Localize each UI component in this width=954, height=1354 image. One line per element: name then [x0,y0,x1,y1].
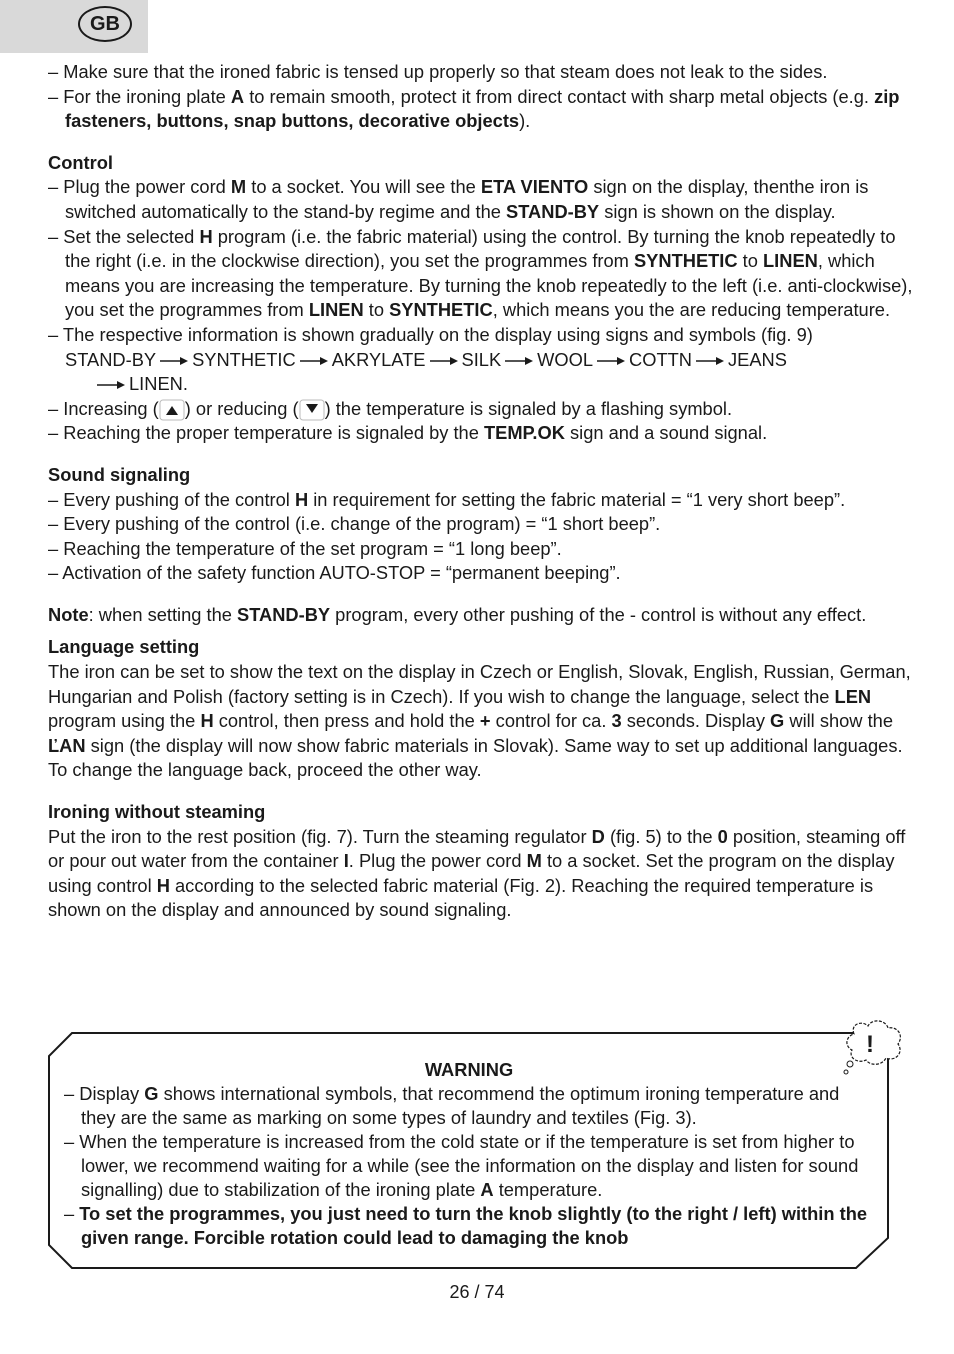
sound-heading: Sound signaling [48,463,191,485]
control-para-5: – Reaching the proper temperature is signaled by the TEMP.OK sign and a sound signal. [48,422,768,444]
arrow-right-icon [597,356,625,366]
language-paragraph: The iron can be set to show the text on the display in Czech or English, Slovak, English, Russian, German, Hungarian and Polish (factory setting is in Czech). If you wish to change the language, select the LEN program using the H control, then press and hold the + control for ca. 3 seconds. Display G will show the ĽAN sign (the display will now show fabric materials in Slovak). Same way to set up additional languages. To change the language back, proceed the other way. [48,661,911,781]
note-paragraph: Note: when setting the STAND-BY program, every other pushing of the - control is without any effect. [48,603,867,625]
triangle-down-icon [299,399,325,421]
language-tab [0,0,148,53]
arrow-right-icon [300,356,328,366]
warning-text [64,1040,874,1250]
arrow-right-icon [430,356,458,366]
arrow-right-icon [160,356,188,366]
nosteam-paragraph: Put the iron to the rest position (fig. 7). Turn the steaming regulator D (fig. 5) to the 0 position, steaming off or pour out water from the container I. Plug the power cord M to a socket. Set the program on the display using control H according to the selected fabric material (Fig. 2). Reaching the required temperature is shown on the display and announced by sound signaling. [48,825,906,921]
control-heading: Control [48,151,113,173]
program-item: STAND-BY [65,348,157,370]
language-badge: GB [78,6,132,42]
program-item: WOOL [537,348,594,370]
triangle-up-icon [159,399,185,421]
nosteam-heading: Ironing without steaming [48,801,266,823]
program-item: JEANS [728,348,787,370]
sound-line-2: – Every pushing of the control (i.e. change of the program) = “1 short beep”. [48,513,661,535]
warning-line-1: – Display G shows international symbols, that recommend the optimum ironing temperature and they are the same as marking on some types of laundry and textiles (Fig. 3). [64,1083,840,1129]
intro-line-2: – For the ironing plate A to remain smooth, protect it from direct contact with sharp metal objects (e.g. zip fasteners, buttons, snap buttons, decorative objects). [48,85,900,132]
arrow-right-icon [505,356,533,366]
arrow-right-icon [97,380,125,390]
control-para-1: – Plug the power cord M to a socket. You will see the ETA VIENTO sign on the display, thenthe iron is switched automatically to the stand-by regime and the STAND-BY sign is shown on the display. [48,176,869,222]
control-para-4: – Increasing ( ) or reducing ( ) the temperature is signaled by a flashing symbol. [48,397,918,422]
control-para-3: – The respective information is shown gradually on the display using signs and symbols (fig. 9) [48,323,813,345]
sound-line-3: – Reaching the temperature of the set program = “1 long beep”. [48,537,562,559]
page-number: 26 / 74 [449,1282,505,1302]
warning-box [48,1032,890,1270]
program-item: COTTN [629,348,692,370]
sound-line-1: – Every pushing of the control H in requirement for setting the fabric material = “1 very short beep”. [48,488,846,510]
program-sequence-end [48,372,918,397]
program-item: SYNTHETIC [192,348,296,370]
manual-content [48,60,918,923]
program-item: AKRYLATE [331,348,426,370]
warning-line-2: – When the temperature is increased from the cold state or if the temperature is set from higher to lower, we recommend waiting for a while (see the information on the display and listen for sound signalling) due to stabilization of the ironing plate A temperature. [64,1131,859,1201]
program-sequence [48,348,918,373]
warning-line-3: – To set the programmes, you just need to turn the knob slightly (to the right / left) within the given range. Forcible rotation could lead to damaging the knob [64,1203,868,1249]
warning-title: WARNING [424,1059,514,1081]
language-heading: Language setting [48,636,200,658]
control-para-2: – Set the selected H program (i.e. the fabric material) using the control. By turning the knob repeatedly to the right (i.e. in the clockwise direction), you set the programmes from SYNTHETIC to LINEN, which means you are increasing the temperature. By turning the knob repeatedly to the left (i.e. anti-clockwise), you set the programmes from LINEN to SYNTHETIC, which means you the are reducing temperature. [48,225,913,321]
program-item: SILK [461,348,502,370]
exclamation-mark: ! [866,1031,874,1058]
sound-line-4: – Activation of the safety function AUTO-STOP = “permanent beeping”. [48,562,621,584]
intro-line-1: – Make sure that the ironed fabric is tensed up properly so that steam does not leak to the sides. [48,61,828,82]
program-item: LINEN. [129,373,188,395]
arrow-right-icon [696,356,724,366]
